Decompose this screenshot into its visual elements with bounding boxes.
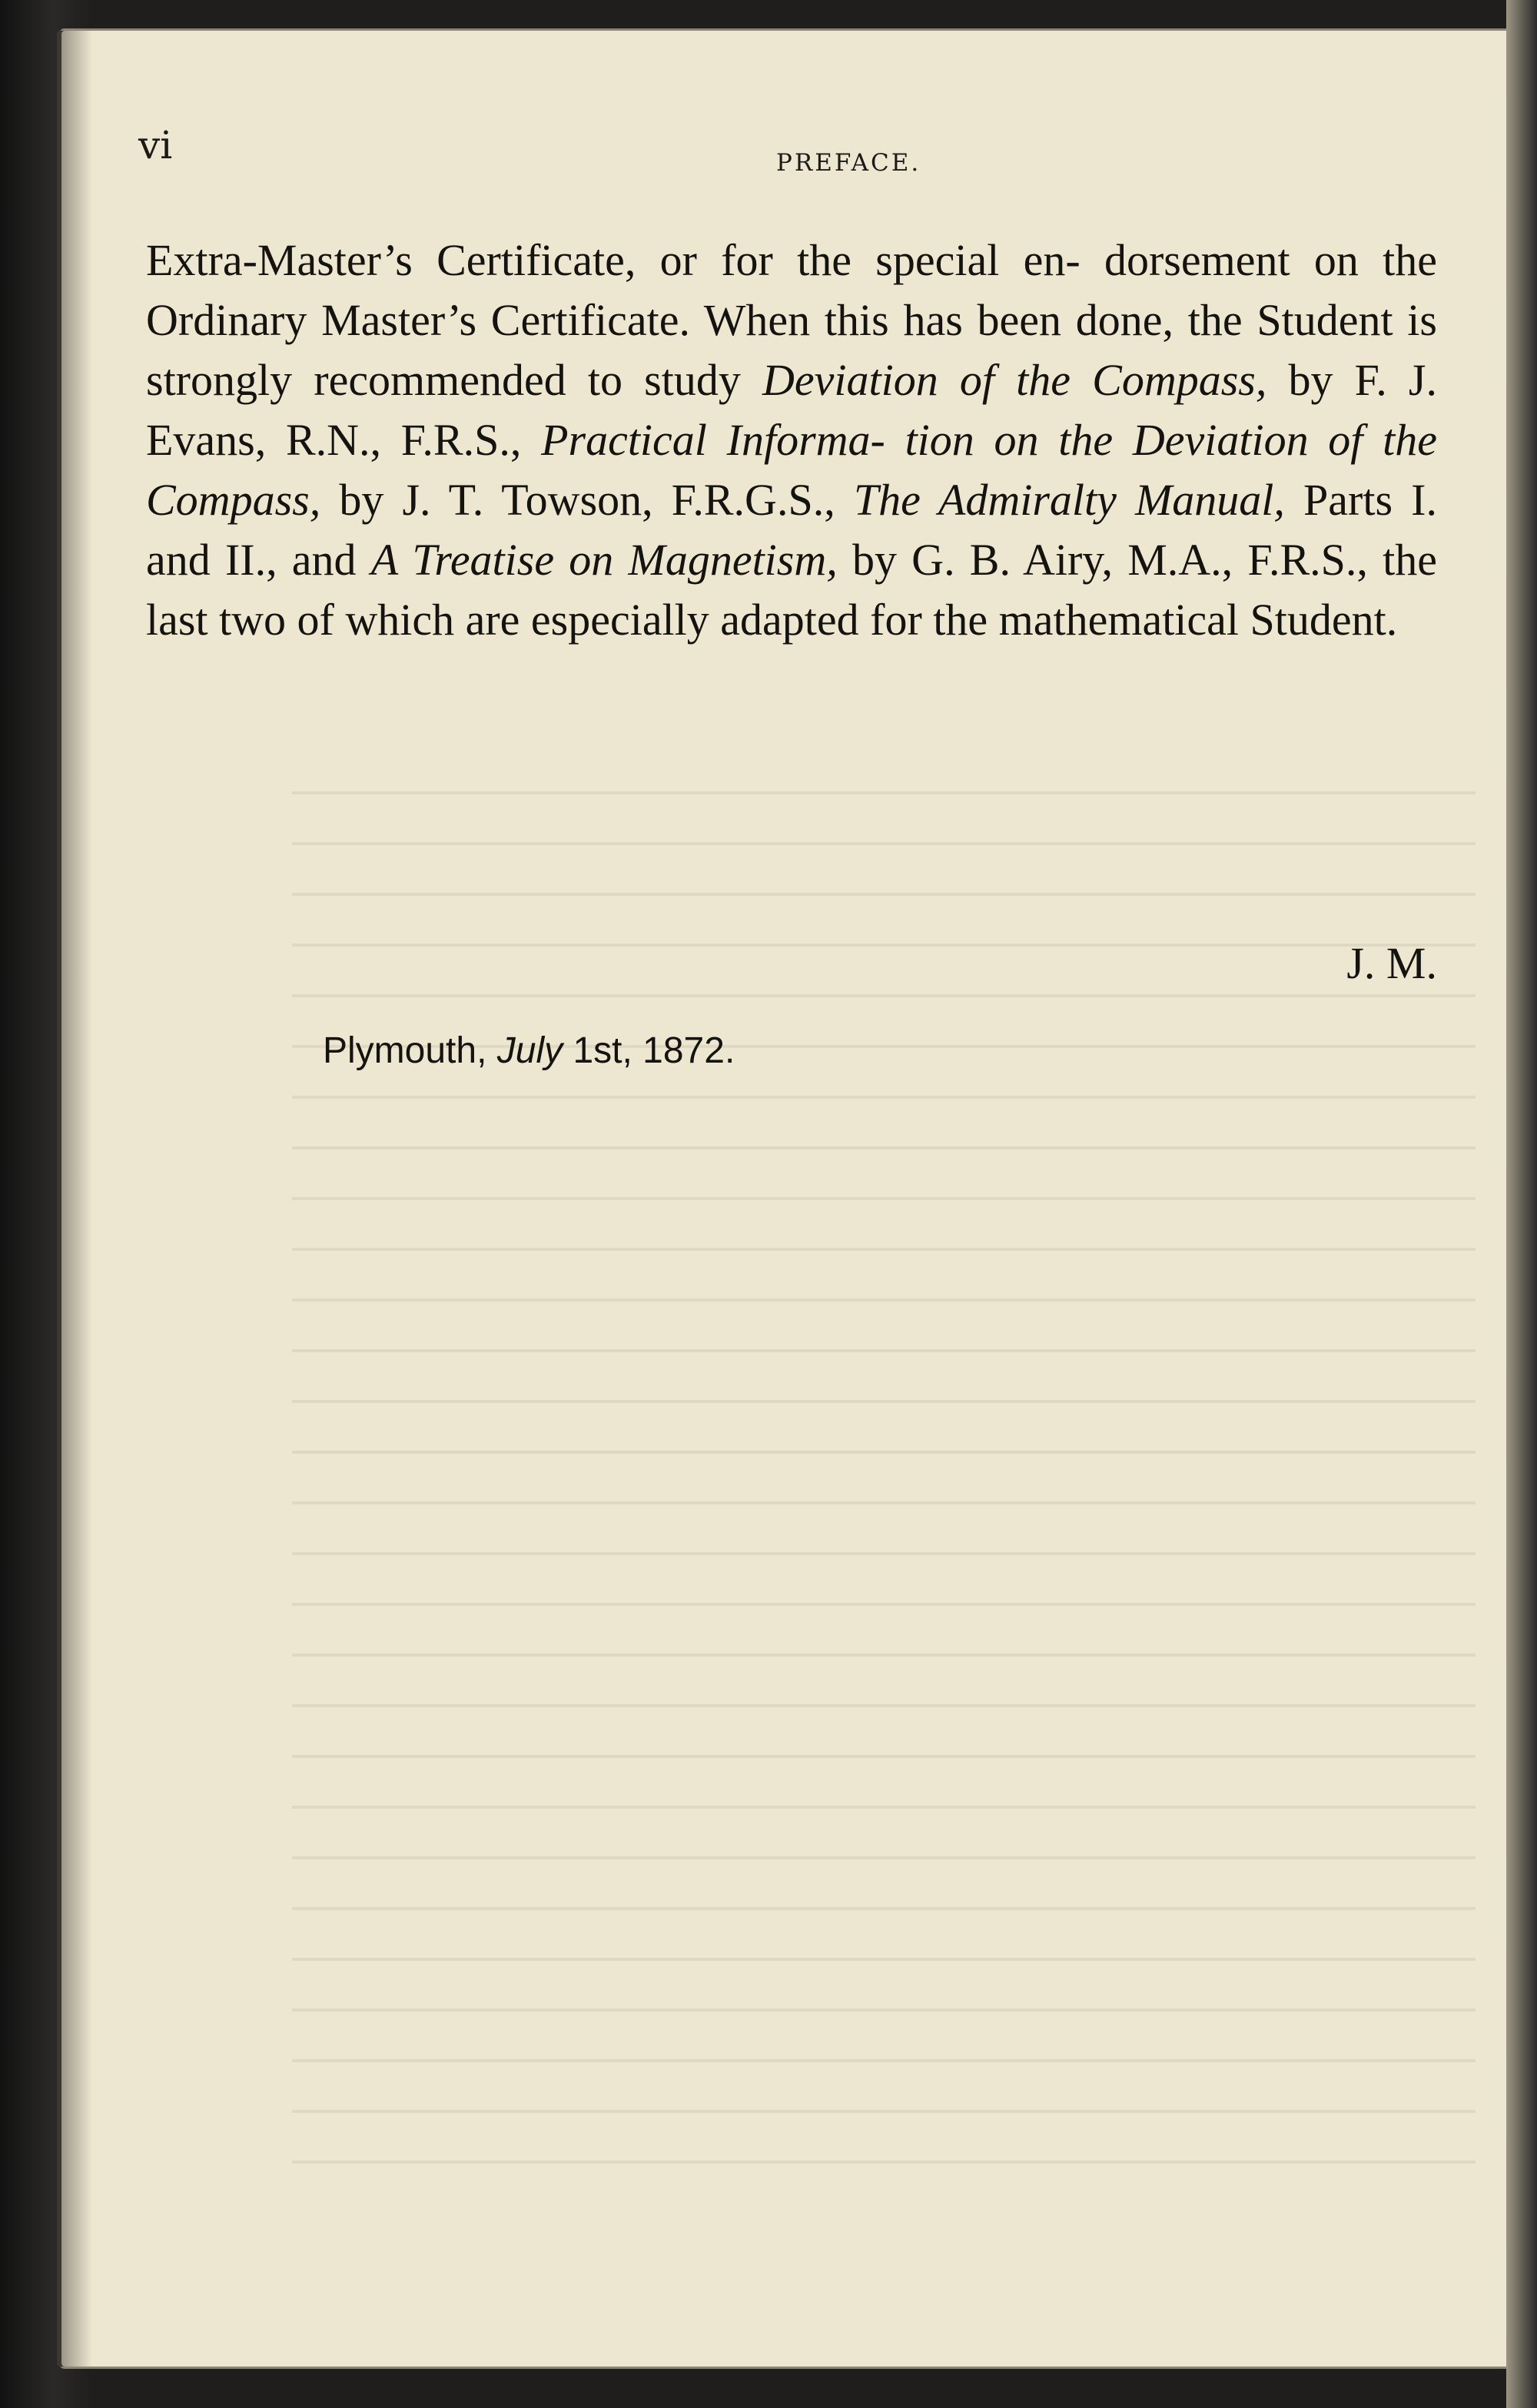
text-segment: Extra-Master’s Certificate, or for the special en- dorsement on the Ordinary Master’s Certificate. When this has been done, the Student is strongly recommended to study (146, 235, 1437, 405)
book-title: Practical Informa- tion on the Deviation of the Compass, (146, 415, 1437, 525)
text-segment: by G. B. Airy, M.A., F.R.S., the last two of which are especially adapted for the mathematical Student. (146, 535, 1438, 645)
book-title: The Admiralty Manual, (853, 475, 1285, 525)
preface-paragraph (146, 231, 1437, 650)
book-title: Deviation of the Compass, (762, 355, 1267, 405)
text-segment: by F. J. Evans, R.N., F.R.S., (146, 355, 1437, 465)
text-segment: by J. T. Towson, F.R.G.S., (320, 475, 854, 525)
dateline-place: Plymouth, (323, 1030, 497, 1071)
dateline-day-year: 1st, 1872. (563, 1030, 735, 1071)
book-title: A Treatise on Magnetism, (370, 535, 838, 585)
bleed-through-text (292, 791, 1476, 2190)
dateline (323, 1030, 735, 1072)
page-edge (1506, 0, 1537, 2408)
author-initials: J. M. (1346, 938, 1437, 988)
spine-shadow (61, 31, 92, 2367)
page-number: vi (138, 123, 173, 167)
running-head: PREFACE. (776, 149, 921, 177)
dateline-month: July (496, 1030, 563, 1071)
text-segment: Parts I. and II., and (146, 475, 1437, 585)
